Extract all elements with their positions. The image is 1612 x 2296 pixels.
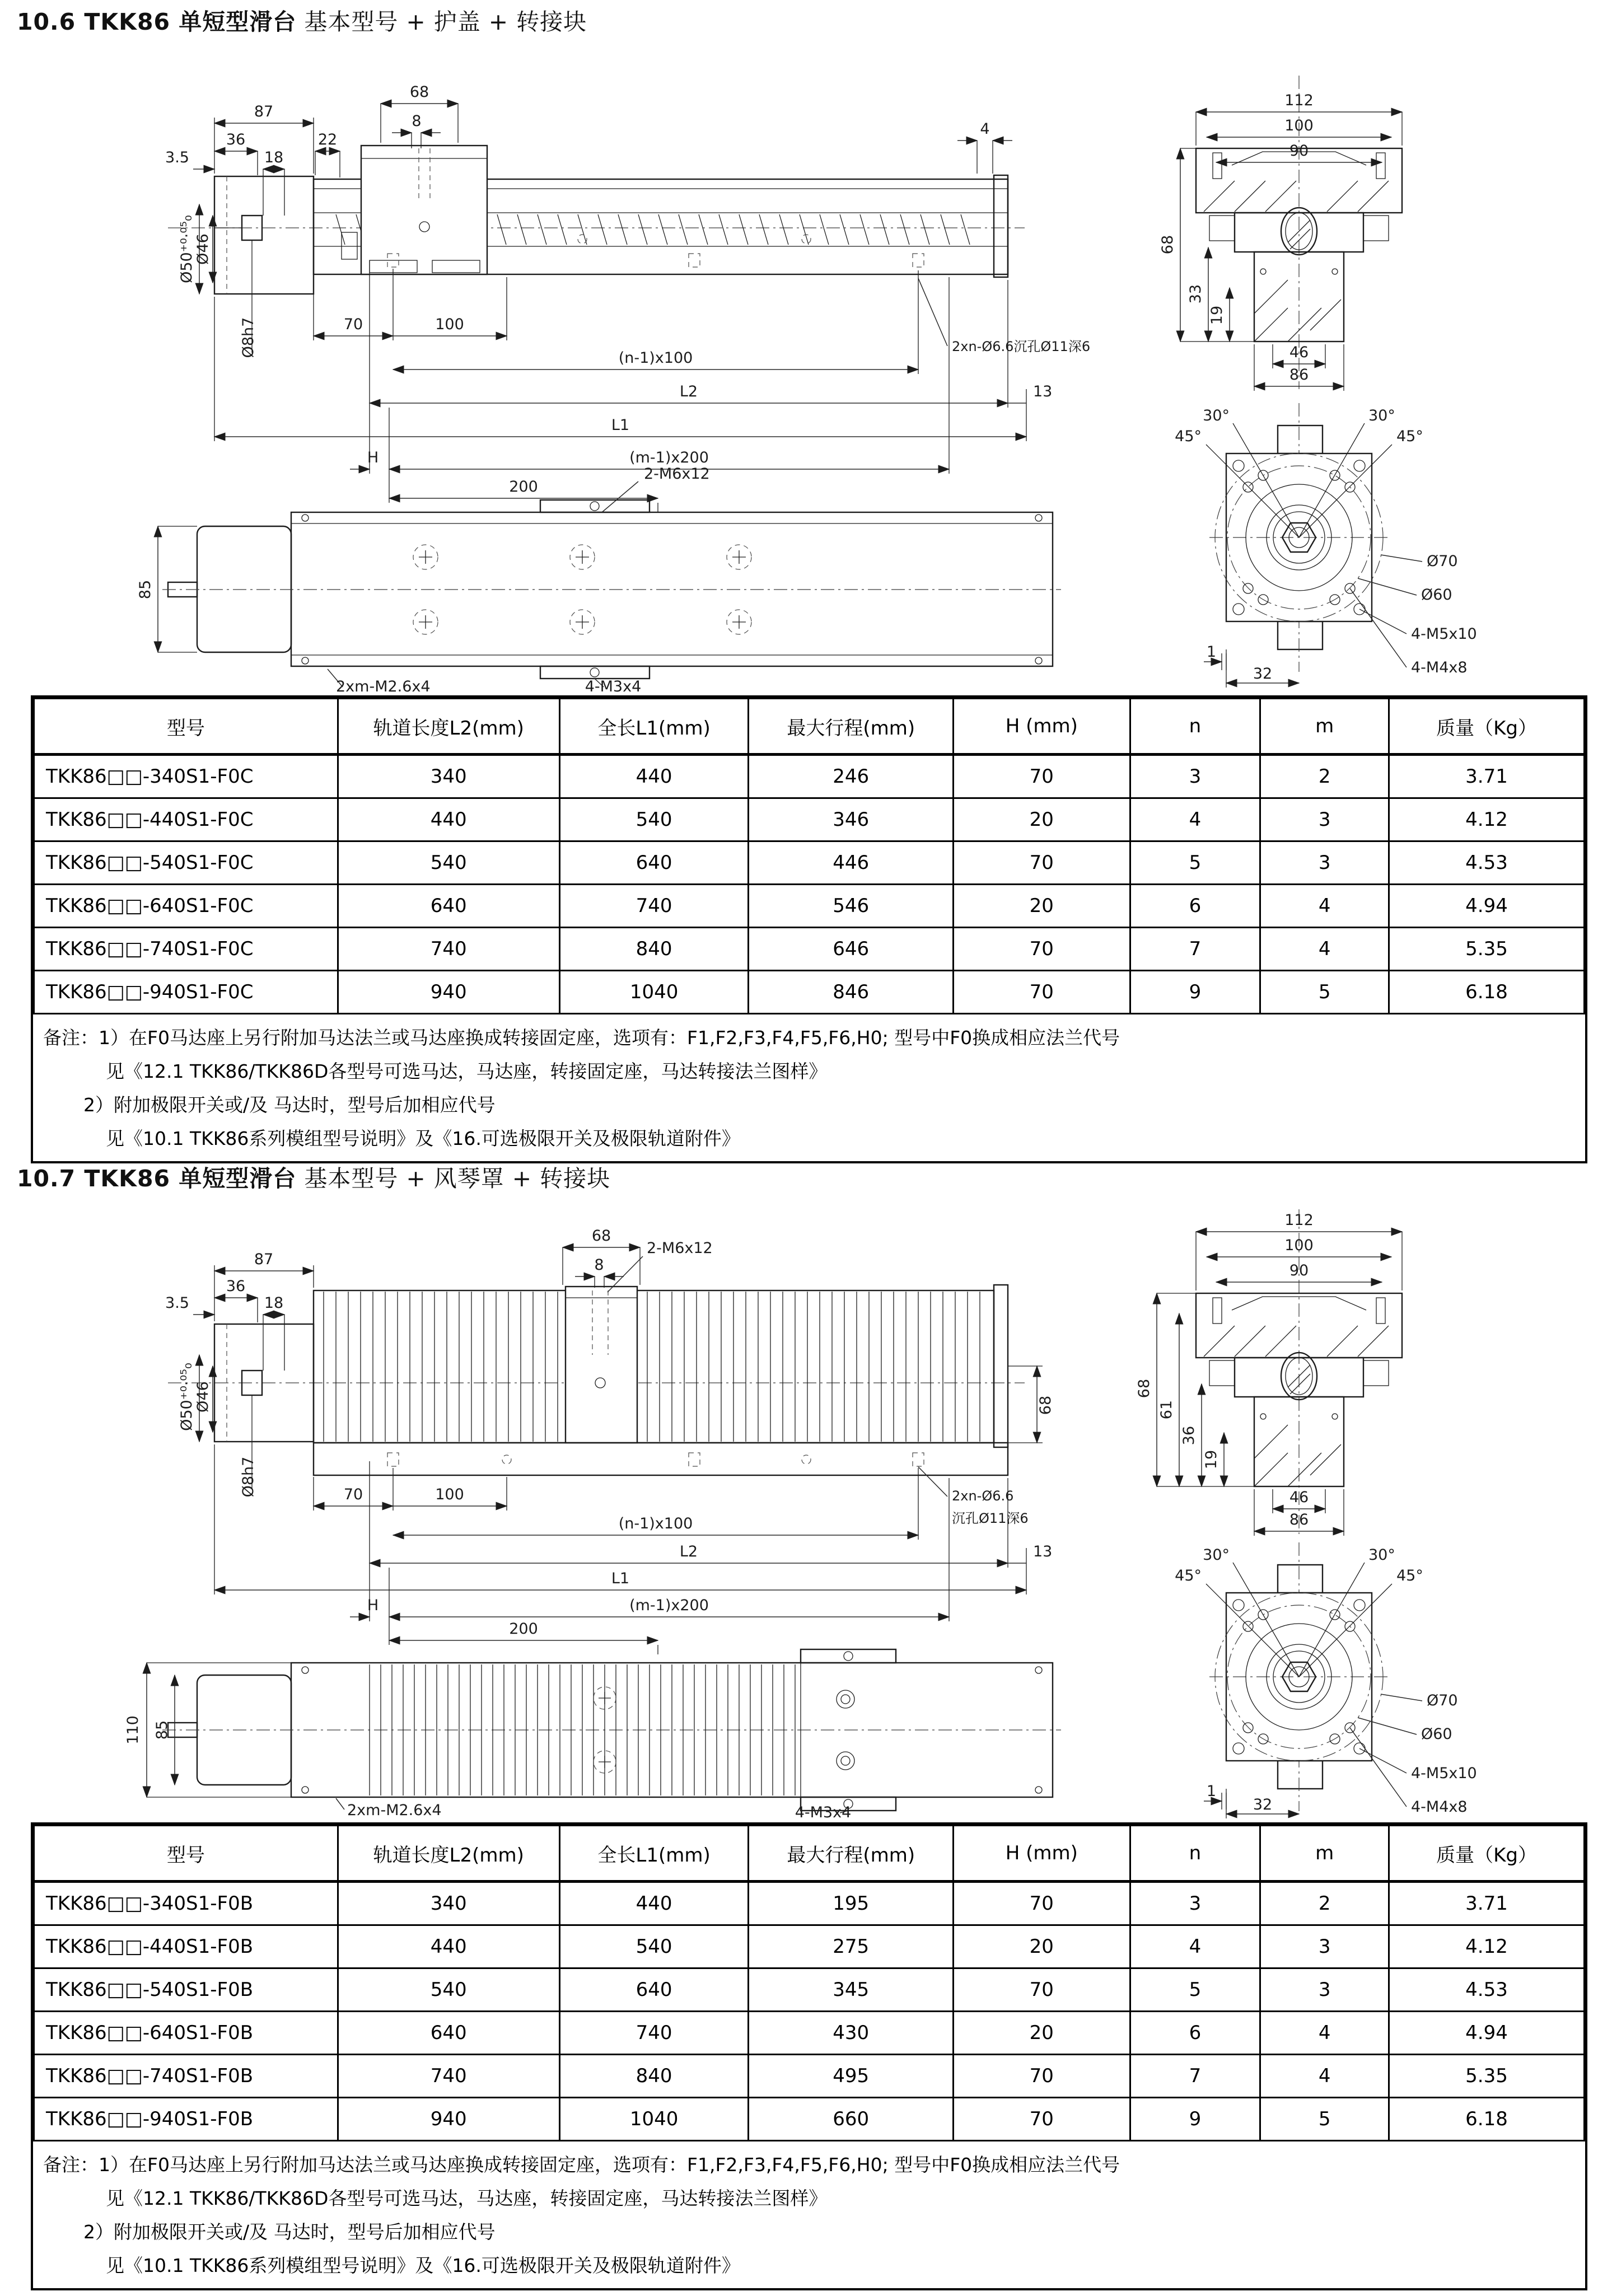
dim-1: 1 xyxy=(1206,1783,1216,1800)
dim-70: 70 xyxy=(343,316,363,333)
dim-counterbore-holes: 2xn-Ø6.6沉孔Ø11深6 xyxy=(952,339,1091,354)
table-row xyxy=(34,2012,1585,2055)
dim-100: 100 xyxy=(435,316,464,333)
model-cell: TKK86□□-640S1-F0B xyxy=(34,2012,338,2055)
dim-200: 200 xyxy=(509,1620,538,1638)
value-cell: 440 xyxy=(559,1882,749,1925)
value-cell: 640 xyxy=(559,841,749,885)
value-cell: 4 xyxy=(1260,928,1389,971)
model-cell: TKK86□□-340S1-F0C xyxy=(34,755,338,798)
dim-85: 85 xyxy=(153,1720,171,1740)
value-cell: 5.35 xyxy=(1389,2055,1585,2098)
value-cell: 3 xyxy=(1130,1882,1260,1925)
dim-8: 8 xyxy=(412,113,422,130)
dim-200: 200 xyxy=(509,478,538,495)
value-cell: 7 xyxy=(1130,2055,1260,2098)
value-cell: 345 xyxy=(749,1968,954,2012)
spec-table-106 xyxy=(33,698,1585,1014)
table-row xyxy=(34,1968,1585,2012)
value-cell: 4.12 xyxy=(1389,798,1585,841)
section-106-notes xyxy=(33,1014,1585,1161)
dim-dia70: Ø70 xyxy=(1427,1692,1458,1709)
value-cell: 640 xyxy=(338,2012,559,2055)
column-header: 全长L1(mm) xyxy=(559,1826,749,1882)
plan-view-106 xyxy=(137,500,1061,693)
model-cell: TKK86□□-740S1-F0C xyxy=(34,928,338,971)
section-106-table-box xyxy=(31,695,1587,1163)
dim-dia60: Ø60 xyxy=(1421,1725,1452,1743)
value-cell: 540 xyxy=(338,841,559,885)
value-cell: 740 xyxy=(338,928,559,971)
value-cell: 3 xyxy=(1260,1968,1389,2012)
column-header: 型号 xyxy=(34,699,338,755)
table-row xyxy=(34,1882,1585,1925)
dim-68-right: 68 xyxy=(1037,1395,1054,1415)
dim-8: 8 xyxy=(594,1256,604,1274)
value-cell: 540 xyxy=(338,1968,559,2012)
dim-1: 1 xyxy=(1206,643,1216,661)
value-cell: 346 xyxy=(749,798,954,841)
dim-90: 90 xyxy=(1289,1262,1309,1279)
drawing-106 xyxy=(0,31,1612,693)
dim-36: 36 xyxy=(226,1278,246,1295)
value-cell: 540 xyxy=(559,798,749,841)
value-cell: 6 xyxy=(1130,885,1260,928)
dim-45-right: 45° xyxy=(1396,428,1423,445)
value-cell: 4.12 xyxy=(1389,1925,1585,1968)
dim-4-M5x10: 4-M5x10 xyxy=(1411,1765,1477,1782)
table-row xyxy=(34,885,1585,928)
model-cell: TKK86□□-740S1-F0B xyxy=(34,2055,338,2098)
table-row xyxy=(34,755,1585,798)
value-cell: 5 xyxy=(1130,841,1260,885)
cross-section-106 xyxy=(1159,76,1402,391)
side-view-107 xyxy=(168,1285,1025,1475)
dim-46: 46 xyxy=(1289,1489,1309,1506)
value-cell: 340 xyxy=(338,755,559,798)
value-cell: 4.53 xyxy=(1389,1968,1585,2012)
dim-36: 36 xyxy=(1180,1425,1198,1446)
value-cell: 640 xyxy=(559,1968,749,2012)
value-cell: 660 xyxy=(749,2098,954,2141)
model-cell: TKK86□□-440S1-F0C xyxy=(34,798,338,841)
spec-table-107 xyxy=(33,1825,1585,2141)
table-row xyxy=(34,2055,1585,2098)
value-cell: 20 xyxy=(953,798,1130,841)
dim-87: 87 xyxy=(254,103,274,120)
value-cell: 275 xyxy=(749,1925,954,1968)
dim-100: 100 xyxy=(1284,117,1314,134)
drawing-107 xyxy=(0,1198,1612,1820)
model-cell: TKK86□□-940S1-F0C xyxy=(34,971,338,1014)
model-cell: TKK86□□-540S1-F0B xyxy=(34,1968,338,2012)
dim-dia50: Ø50⁺⁰·⁰⁵₀ xyxy=(178,1363,195,1431)
column-header: 最大行程(mm) xyxy=(749,699,954,755)
column-header: 轨道长度L2(mm) xyxy=(338,699,559,755)
value-cell: 540 xyxy=(559,1925,749,1968)
model-cell: TKK86□□-640S1-F0C xyxy=(34,885,338,928)
dim-70: 70 xyxy=(343,1486,363,1503)
dim-2xm-M2.6x4: 2xm-M2.6x4 xyxy=(336,678,431,693)
dim-19: 19 xyxy=(1208,305,1226,325)
model-cell: TKK86□□-540S1-F0C xyxy=(34,841,338,885)
note-line: 2）附加极限开关或/及 马达时，型号后加相应代号 xyxy=(83,2221,496,2243)
section-107-heading xyxy=(17,1160,610,1193)
table-row xyxy=(34,971,1585,1014)
model-cell: TKK86□□-440S1-F0B xyxy=(34,1925,338,1968)
flange-view-106 xyxy=(1175,403,1477,688)
dim-H: H xyxy=(367,1597,379,1614)
dim-100: 100 xyxy=(1284,1237,1314,1254)
value-cell: 3 xyxy=(1260,798,1389,841)
value-cell: 440 xyxy=(559,755,749,798)
column-header: m xyxy=(1260,1826,1389,1882)
column-header: 全长L1(mm) xyxy=(559,699,749,755)
dim-30-left: 30° xyxy=(1203,407,1230,424)
dim-46: 46 xyxy=(1289,344,1309,361)
value-cell: 5 xyxy=(1260,2098,1389,2141)
dim-dia8h7: Ø8h7 xyxy=(240,1456,257,1498)
value-cell: 940 xyxy=(338,971,559,1014)
note-line: 备注：1）在F0马达座上另行附加马达法兰或马达座换成转接固定座，选项有：F1,F2,F3,F4,F5,F6,H0; 型号中F0换成相应法兰代号 xyxy=(43,2154,1120,2176)
value-cell: 940 xyxy=(338,2098,559,2141)
column-header: H (mm) xyxy=(953,699,1130,755)
dim-2xm-M2.6x4: 2xm-M2.6x4 xyxy=(347,1802,442,1819)
section-107-heading-bold: 10.7 TKK86 单短型滑台 xyxy=(17,1165,297,1192)
value-cell: 846 xyxy=(749,971,954,1014)
value-cell: 70 xyxy=(953,1882,1130,1925)
dim-L1: L1 xyxy=(611,417,630,434)
column-header: 型号 xyxy=(34,1826,338,1882)
dim-19: 19 xyxy=(1203,1449,1220,1470)
dim-87: 87 xyxy=(254,1251,274,1268)
dim-68: 68 xyxy=(409,83,429,101)
value-cell: 4 xyxy=(1260,2012,1389,2055)
dim-13: 13 xyxy=(1033,383,1053,400)
value-cell: 740 xyxy=(559,885,749,928)
value-cell: 20 xyxy=(953,885,1130,928)
value-cell: 546 xyxy=(749,885,954,928)
value-cell: 70 xyxy=(953,2098,1130,2141)
dim-22: 22 xyxy=(317,131,338,148)
dim-30-right: 30° xyxy=(1368,1546,1395,1564)
dim-86: 86 xyxy=(1289,366,1309,384)
value-cell: 446 xyxy=(749,841,954,885)
dim-L2: L2 xyxy=(679,383,698,400)
value-cell: 740 xyxy=(338,2055,559,2098)
note-line: 见《12.1 TKK86/TKK86D各型号可选马达，马达座，转接固定座，马达转接法兰图样》 xyxy=(106,2187,828,2209)
dim-45-left: 45° xyxy=(1175,428,1202,445)
value-cell: 1040 xyxy=(559,971,749,1014)
value-cell: 4 xyxy=(1130,1925,1260,1968)
dim-dia60: Ø60 xyxy=(1421,586,1452,604)
dim-2-M6x12: 2-M6x12 xyxy=(644,465,710,483)
value-cell: 70 xyxy=(953,928,1130,971)
dim-3-5: 3.5 xyxy=(165,149,189,166)
dim-68: 68 xyxy=(1159,235,1176,255)
value-cell: 4 xyxy=(1260,2055,1389,2098)
note-line: 见《10.1 TKK86系列模组型号说明》及《16.可选极限开关及极限轨道附件》 xyxy=(106,2255,740,2276)
value-cell: 4.94 xyxy=(1389,885,1585,928)
value-cell: 3 xyxy=(1130,755,1260,798)
value-cell: 4.53 xyxy=(1389,841,1585,885)
value-cell: 70 xyxy=(953,2055,1130,2098)
value-cell: 70 xyxy=(953,841,1130,885)
value-cell: 646 xyxy=(749,928,954,971)
note-line: 备注：1）在F0马达座上另行附加马达法兰或马达座换成转接固定座，选项有：F1,F2,F3,F4,F5,F6,H0; 型号中F0换成相应法兰代号 xyxy=(43,1027,1120,1049)
side-view-106-dims xyxy=(165,83,1090,512)
dim-dia46: Ø46 xyxy=(194,233,212,265)
table-row xyxy=(34,2098,1585,2141)
dim-68: 68 xyxy=(1136,1378,1153,1399)
dim-30-right: 30° xyxy=(1368,407,1395,424)
dim-100: 100 xyxy=(435,1486,464,1503)
value-cell: 840 xyxy=(559,2055,749,2098)
dim-4-M5x10: 4-M5x10 xyxy=(1411,625,1477,643)
table-row xyxy=(34,928,1585,971)
value-cell: 3 xyxy=(1260,841,1389,885)
section-107-table-box xyxy=(31,1822,1587,2290)
dim-m1x200: (m-1)x200 xyxy=(629,1597,709,1614)
section-106-heading-rest: 基本型号 + 护盖 + 转接块 xyxy=(304,8,587,35)
dim-85: 85 xyxy=(137,579,154,600)
value-cell: 3.71 xyxy=(1389,755,1585,798)
dim-4-M4x8: 4-M4x8 xyxy=(1411,1798,1468,1816)
dim-61: 61 xyxy=(1158,1400,1175,1420)
value-cell: 840 xyxy=(559,928,749,971)
value-cell: 7 xyxy=(1130,928,1260,971)
flange-view-107 xyxy=(1175,1542,1477,1818)
dim-86: 86 xyxy=(1289,1511,1309,1528)
value-cell: 440 xyxy=(338,1925,559,1968)
value-cell: 3 xyxy=(1260,1925,1389,1968)
table-row xyxy=(34,1925,1585,1968)
value-cell: 9 xyxy=(1130,971,1260,1014)
table-row xyxy=(34,798,1585,841)
value-cell: 6.18 xyxy=(1389,971,1585,1014)
dim-112: 112 xyxy=(1284,92,1314,109)
dim-H: H xyxy=(367,449,379,466)
column-header: n xyxy=(1130,1826,1260,1882)
value-cell: 70 xyxy=(953,1968,1130,2012)
value-cell: 4 xyxy=(1130,798,1260,841)
dim-L1: L1 xyxy=(611,1570,630,1587)
dim-36: 36 xyxy=(226,131,246,148)
value-cell: 640 xyxy=(338,885,559,928)
dim-90: 90 xyxy=(1289,142,1309,160)
value-cell: 20 xyxy=(953,2012,1130,2055)
note-line: 见《12.1 TKK86/TKK86D各型号可选马达，马达座，转接固定座，马达转接法兰图样》 xyxy=(106,1060,828,1082)
section-107-heading-rest: 基本型号 + 风琴罩 + 转接块 xyxy=(304,1165,611,1192)
dim-4-M3x4: 4-M3x4 xyxy=(795,1804,852,1820)
dim-L2: L2 xyxy=(679,1543,698,1560)
dim-68: 68 xyxy=(591,1227,611,1245)
dim-2-M6x12: 2-M6x12 xyxy=(647,1240,713,1257)
dim-112: 112 xyxy=(1284,1212,1314,1229)
value-cell: 70 xyxy=(953,755,1130,798)
section-107-notes xyxy=(33,2141,1585,2288)
value-cell: 2 xyxy=(1260,755,1389,798)
value-cell: 6.18 xyxy=(1389,2098,1585,2141)
value-cell: 70 xyxy=(953,971,1130,1014)
dim-n1x100: (n-1)x100 xyxy=(618,1515,693,1532)
column-header: n xyxy=(1130,699,1260,755)
column-header: 轨道长度L2(mm) xyxy=(338,1826,559,1882)
table-row xyxy=(34,841,1585,885)
model-cell: TKK86□□-340S1-F0B xyxy=(34,1882,338,1925)
value-cell: 246 xyxy=(749,755,954,798)
value-cell: 5 xyxy=(1260,971,1389,1014)
value-cell: 20 xyxy=(953,1925,1130,1968)
dim-45-right: 45° xyxy=(1396,1567,1423,1584)
value-cell: 5 xyxy=(1130,1968,1260,2012)
column-header: m xyxy=(1260,699,1389,755)
dim-30-left: 30° xyxy=(1203,1546,1230,1564)
column-header: 质量（Kg） xyxy=(1389,1826,1585,1882)
dim-45-left: 45° xyxy=(1175,1567,1202,1584)
dim-dia46: Ø46 xyxy=(194,1381,212,1413)
value-cell: 340 xyxy=(338,1882,559,1925)
dim-32: 32 xyxy=(1253,1796,1273,1813)
value-cell: 3.71 xyxy=(1389,1882,1585,1925)
dim-33: 33 xyxy=(1187,284,1204,304)
value-cell: 195 xyxy=(749,1882,954,1925)
note-line: 2）附加极限开关或/及 马达时，型号后加相应代号 xyxy=(83,1094,496,1116)
dim-holes-line2: 沉孔Ø11深6 xyxy=(952,1511,1029,1526)
dim-dia50: Ø50⁺⁰·⁰⁵₀ xyxy=(178,215,195,283)
column-header: H (mm) xyxy=(953,1826,1130,1882)
dim-18: 18 xyxy=(264,149,284,166)
dim-n1x100: (n-1)x100 xyxy=(618,349,693,367)
value-cell: 2 xyxy=(1260,1882,1389,1925)
model-cell: TKK86□□-940S1-F0B xyxy=(34,2098,338,2141)
dim-m1x200: (m-1)x200 xyxy=(629,449,709,466)
value-cell: 6 xyxy=(1130,2012,1260,2055)
value-cell: 4.94 xyxy=(1389,2012,1585,2055)
side-view-106 xyxy=(168,146,1025,294)
value-cell: 495 xyxy=(749,2055,954,2098)
dim-holes-line1: 2xn-Ø6.6 xyxy=(952,1488,1014,1504)
value-cell: 5.35 xyxy=(1389,928,1585,971)
column-header: 质量（Kg） xyxy=(1389,699,1585,755)
value-cell: 1040 xyxy=(559,2098,749,2141)
value-cell: 430 xyxy=(749,2012,954,2055)
section-106-heading-bold: 10.6 TKK86 单短型滑台 xyxy=(17,8,297,35)
dim-3-5: 3.5 xyxy=(165,1294,189,1312)
dim-13: 13 xyxy=(1033,1543,1053,1560)
dim-18: 18 xyxy=(264,1294,284,1312)
plan-view-107 xyxy=(124,1649,1061,1820)
note-line: 见《10.1 TKK86系列模组型号说明》及《16.可选极限开关及极限轨道附件》 xyxy=(106,1128,740,1149)
dim-32: 32 xyxy=(1253,665,1273,682)
value-cell: 740 xyxy=(559,2012,749,2055)
cross-section-107 xyxy=(1136,1209,1402,1536)
dim-4: 4 xyxy=(980,120,990,138)
dim-dia8h7: Ø8h7 xyxy=(240,317,257,358)
dim-4-M3x4: 4-M3x4 xyxy=(585,678,642,693)
value-cell: 9 xyxy=(1130,2098,1260,2141)
dim-110: 110 xyxy=(124,1715,142,1745)
dim-4-M4x8: 4-M4x8 xyxy=(1411,659,1468,676)
column-header: 最大行程(mm) xyxy=(749,1826,954,1882)
dim-dia70: Ø70 xyxy=(1427,553,1458,570)
value-cell: 440 xyxy=(338,798,559,841)
value-cell: 4 xyxy=(1260,885,1389,928)
